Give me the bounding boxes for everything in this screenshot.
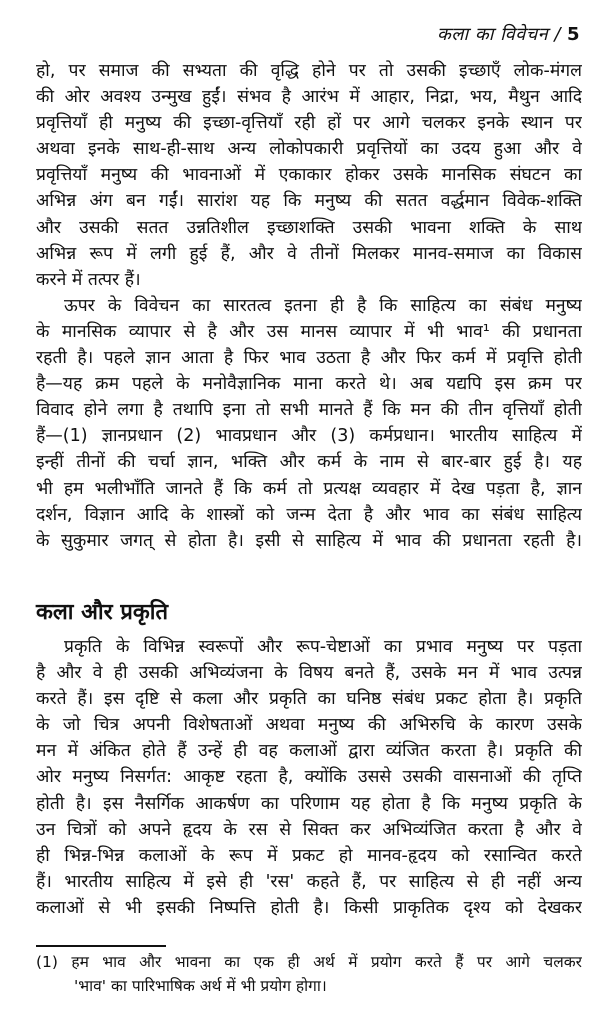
text-line: अभिन्न रूप में लगी हुई हैं, और वे तीनों मिलकर मानव-समाज का विकास (36, 243, 582, 264)
text-line: हैं—(1) ज्ञानप्रधान (2) भावप्रधान और (3) कर्मप्रधान। भारतीय साहित्य में (36, 426, 582, 447)
footnote-divider (36, 945, 166, 947)
page-number: 5 (566, 24, 580, 45)
running-title: कला का विवेचन / (436, 24, 561, 45)
text-line: करने में तत्पर हैं। (36, 269, 141, 290)
text-line: होती है। इस नैसर्गिक आकर्षण का परिणाम यह होता है कि मनुष्य प्रकृति के (36, 793, 582, 814)
text-line: हैं। भारतीय साहित्य में इसे ही 'रस' कहते हैं, पर साहित्य से ही नहीं अन्य (36, 871, 582, 892)
text-line: अथवा इनके साथ-ही-साथ अन्य लोकोपकारी प्रवृत्तियों का उदय हुआ और वे (36, 139, 582, 160)
text-line: ऊपर के विवेचन का सारतत्व इतना ही है कि साहित्य का संबंध मनुष्य (64, 295, 582, 316)
section-heading: कला और प्रकृति (36, 600, 168, 625)
text-line: अभिन्न अंग बन गईं। सारांश यह कि मनुष्य की सतत वर्द्धमान विवेक-शक्ति (36, 191, 582, 212)
text-line: प्रवृत्तियाँ ही मनुष्य की इच्छा-वृत्तियाँ रही हों पर आगे चलकर इनके स्थान पर (36, 113, 582, 134)
text-line: विवाद होने लगा है तथापि इना तो सभी मानते हैं कि मन की तीन वृत्तियाँ होती (36, 400, 582, 421)
text-line: इन्हीं तीनों की चर्चा ज्ञान, भक्ति और कर्म के नाम से बार-बार हुई है। यह (36, 452, 582, 473)
text-line: प्रवृत्तियाँ मनुष्य की भावनाओं में एकाकार होकर उसके मानसिक संघटन का (36, 165, 582, 186)
body-text-section-2 (36, 634, 582, 921)
text-line: उन चित्रों को अपने हृदय के रस से सिक्त कर अभिव्यंजित करता है और वे (36, 819, 582, 840)
text-line: के मानसिक व्यापार से है और उस मानस व्यापार में भी भाव¹ की प्रधानता (36, 321, 582, 342)
footnote (36, 950, 582, 998)
text-line: के सुकुमार जगत् से होता है। इसी से साहित्य में भाव की प्रधानता रहती है। (36, 530, 582, 551)
text-line: प्रकृति के विभिन्न स्वरूपों और रूप-चेष्टाओं का प्रभाव मनुष्य पर पड़ता (64, 637, 582, 657)
body-text-section-1 (36, 58, 582, 554)
text-line: करते हैं। इस दृष्टि से कला और प्रकृति का घनिष्ठ संबंध प्रकट होता है। प्रकृति (36, 689, 582, 710)
text-line: के जो चित्र अपनी विशेषताओं अथवा मनुष्य की अभिरुचि के कारण उसके (36, 715, 582, 736)
text-line: है—यह क्रम पहले के मनोवैज्ञानिक माना करते थे। अब यद्यपि इस क्रम पर (36, 374, 582, 395)
text-line: है और वे ही उसकी अभिव्यंजना के विषय बनते हैं, उसके मन में भाव उत्पन्न (36, 663, 582, 684)
text-line: हो, पर समाज की सभ्यता की वृद्धि होने पर तो उसकी इच्छाएँ लोक-मंगल (36, 61, 582, 81)
text-line: ओर मनुष्य निसर्गत: आकृष्ट रहता है, क्योंकि उससे उसकी वासनाओं की तृप्ति (36, 767, 582, 788)
text-line: रहती है। पहले ज्ञान आता है फिर भाव उठता है और फिर कर्म में प्रवृत्ति होती (36, 348, 582, 369)
text-line: की ओर अवश्य उन्मुख हुईं। संभव है आरंभ में आहार, निद्रा, भय, मैथुन आदि (36, 87, 582, 108)
text-line: ही भिन्न-भिन्न कलाओं के रूप में प्रकट हो मानव-हृदय को रसान्वित करते (36, 845, 582, 866)
text-line: दर्शन, विज्ञान आदि के शास्त्रों को जन्म देता है और भाव का संबंध साहित्य (36, 504, 582, 525)
running-header (437, 22, 580, 46)
text-line: और उसकी सतत उन्नतिशील इच्छाशक्ति उसकी भावना शक्ति के साथ (36, 217, 582, 238)
text-line: भी हम भलीभाँति जानते हैं कि कर्म तो प्रत्यक्ष व्यवहार में देख पड़ता है, ज्ञान (36, 478, 582, 499)
text-line: कलाओं से भी इसकी निष्पत्ति होती है। किसी प्राकृतिक दृश्य को देखकर (36, 897, 582, 918)
footnote-line: 'भाव' का पारिभाषिक अर्थ में भी प्रयोग होगा। (74, 977, 327, 995)
text-line: मन में अंकित होते हैं उन्हें ही वह कलाओं द्वारा व्यंजित करता है। प्रकृति की (36, 741, 582, 762)
footnote-line: (1) हम भाव और भावना का एक ही अर्थ में प्रयोग करते हैं पर आगे चलकर (36, 953, 582, 971)
